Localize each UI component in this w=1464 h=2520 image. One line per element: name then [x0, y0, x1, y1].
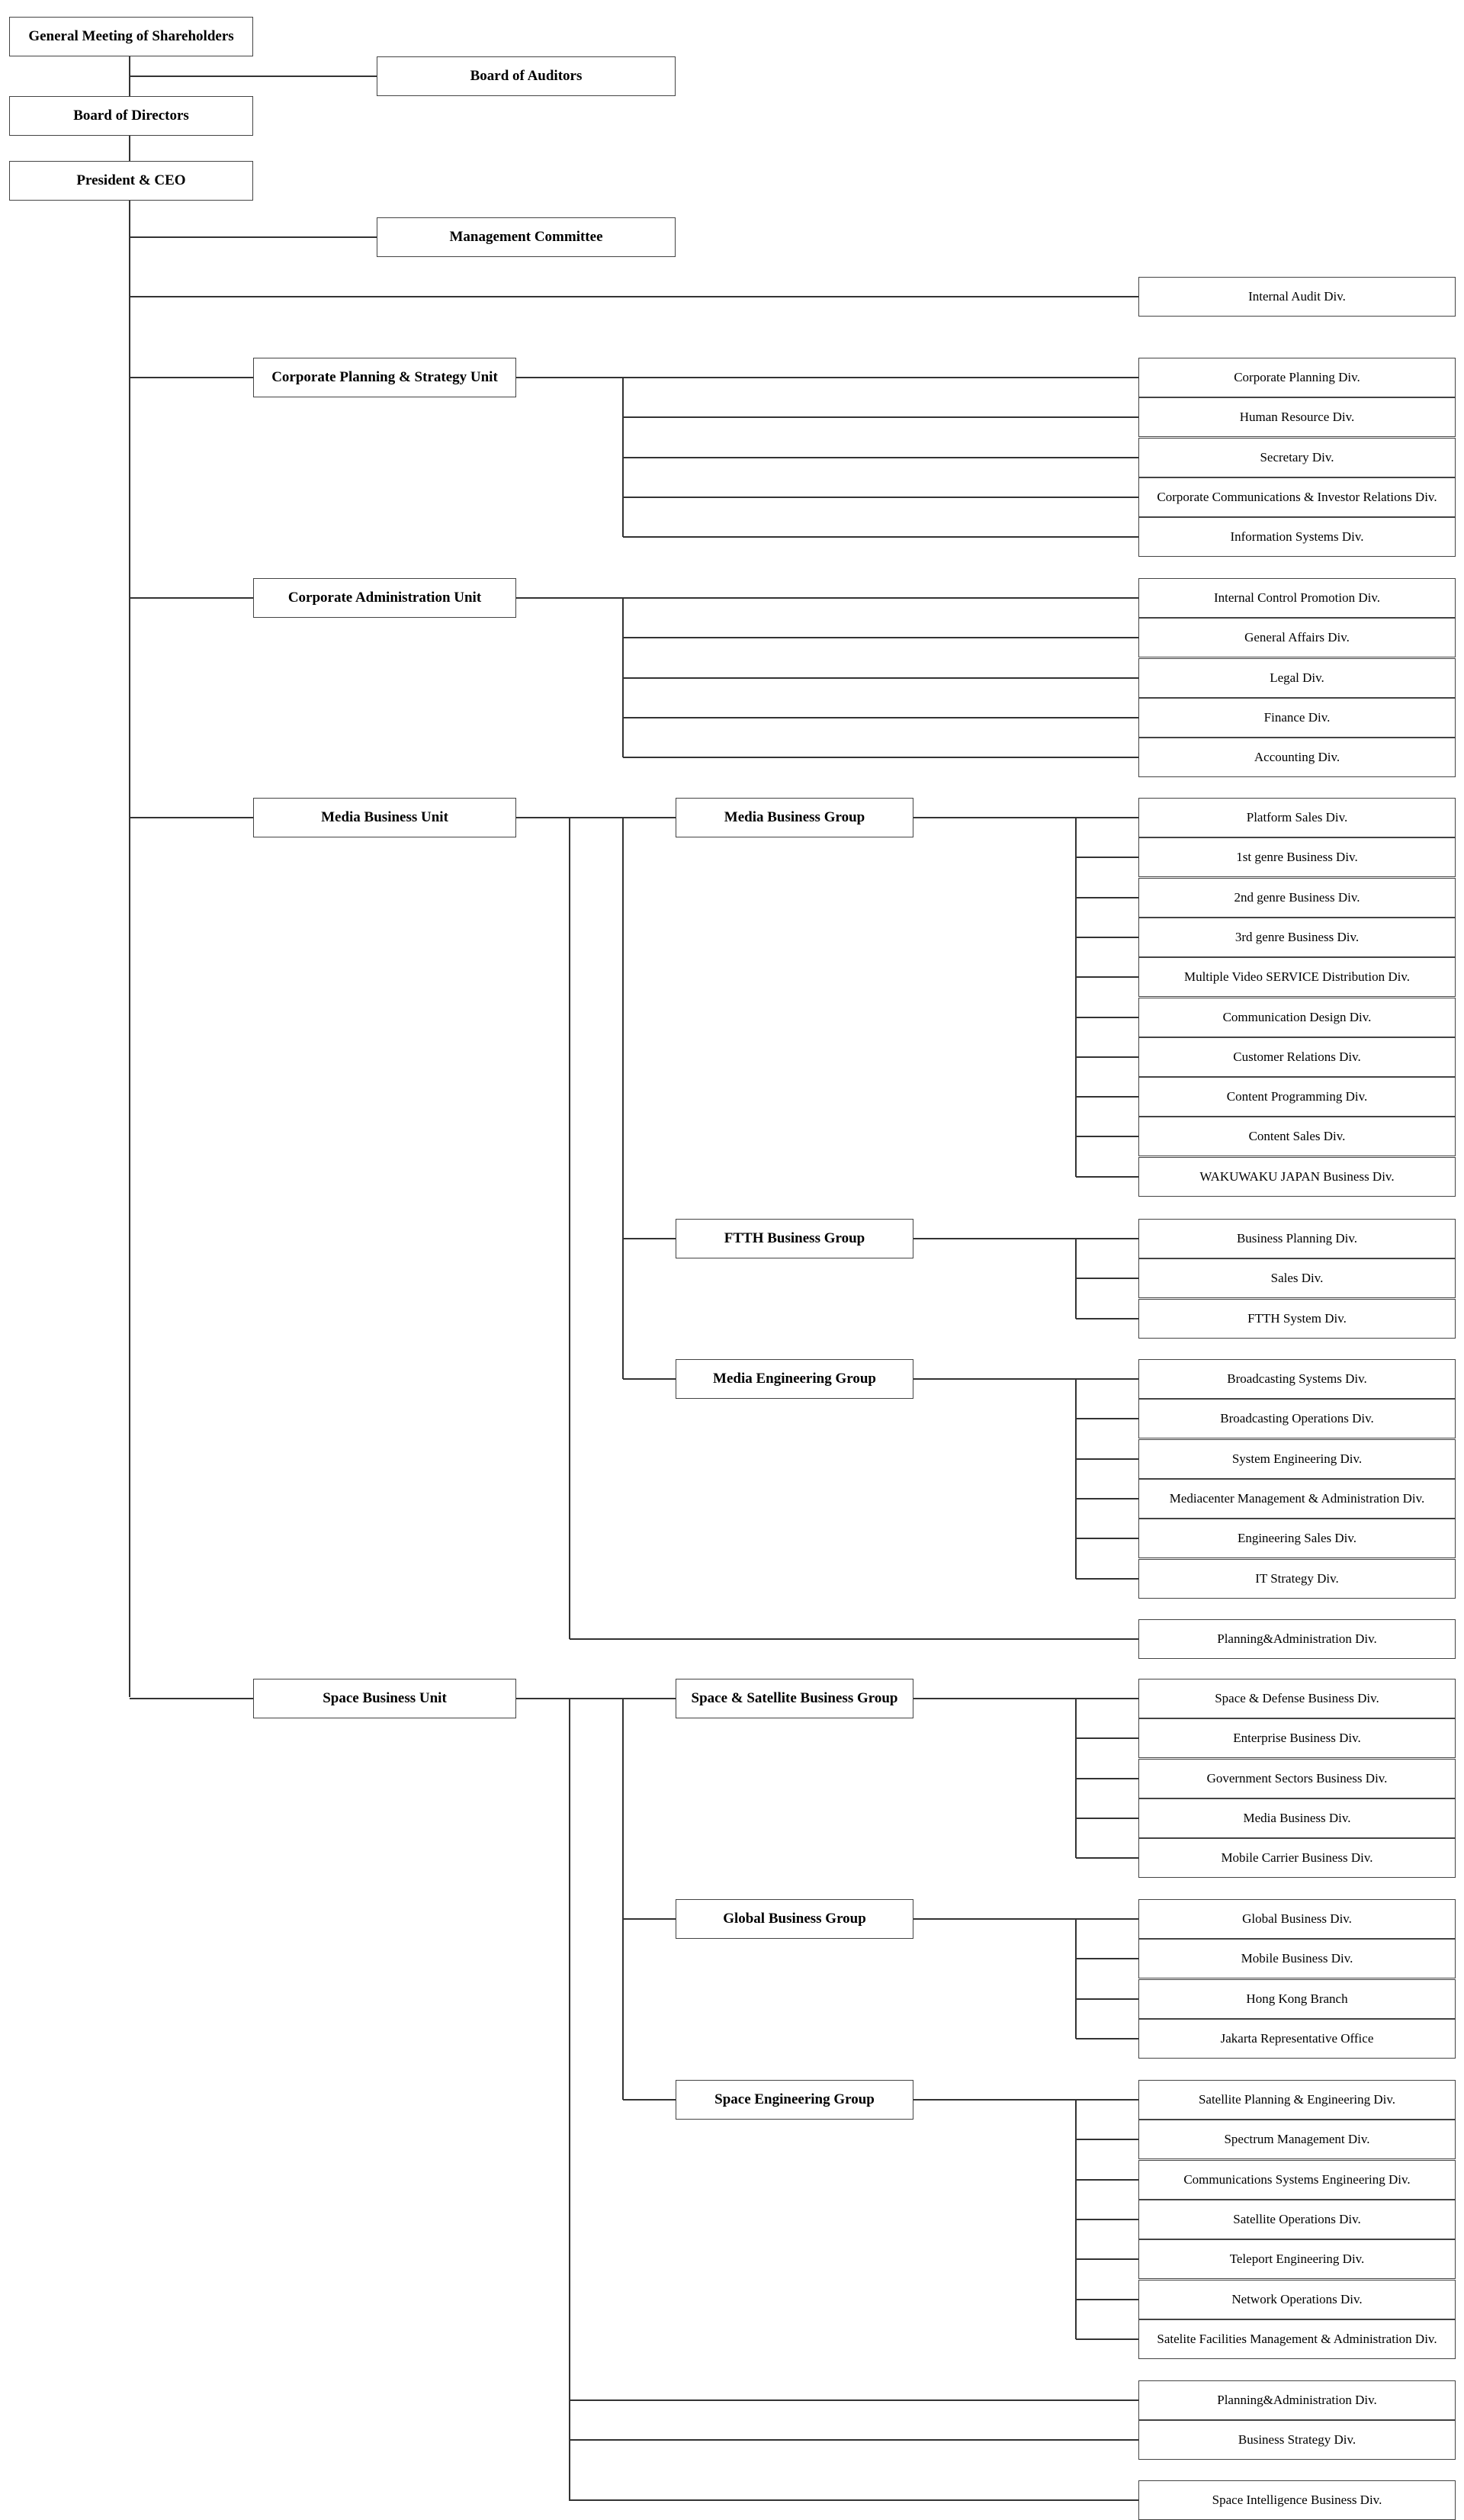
- division-box: Accounting Div.: [1138, 738, 1456, 777]
- division-box: Network Operations Div.: [1138, 2280, 1456, 2319]
- division-connector: [623, 457, 1138, 458]
- division-box: Business Planning Div.: [1138, 1219, 1456, 1258]
- connector-line: [570, 2439, 1138, 2441]
- division-box: Content Sales Div.: [1138, 1117, 1456, 1156]
- connector-line: [516, 1698, 676, 1699]
- connector-line: [913, 1918, 1076, 1920]
- division-connector: [1076, 937, 1138, 938]
- division-connector: [1076, 1998, 1138, 2000]
- division-box: Platform Sales Div.: [1138, 798, 1456, 837]
- division-connector: [1076, 2299, 1138, 2300]
- connector-line: [130, 1698, 253, 1699]
- connector-line: [623, 1918, 676, 1920]
- space-intelligence-box: Space Intelligence Business Div.: [1138, 2480, 1456, 2520]
- division-box: Legal Div.: [1138, 658, 1456, 698]
- division-connector: [1076, 1737, 1138, 1739]
- division-box: Broadcasting Systems Div.: [1138, 1359, 1456, 1399]
- connector-line: [623, 1238, 676, 1239]
- media-group-bracket: [622, 818, 624, 1379]
- ftth-group-box: FTTH Business Group: [676, 1219, 913, 1258]
- division-connector: [1076, 1578, 1138, 1580]
- global-group-box: Global Business Group: [676, 1899, 913, 1939]
- main-trunk: [129, 201, 130, 1697]
- division-connector: [1076, 1238, 1138, 1239]
- division-connector: [1076, 1378, 1138, 1380]
- media-planning-admin-box: Planning&Administration Div.: [1138, 1619, 1456, 1659]
- connector-line: [570, 1638, 1138, 1640]
- connector-line: [130, 76, 377, 77]
- division-box: System Engineering Div.: [1138, 1439, 1456, 1479]
- division-box: Internal Control Promotion Div.: [1138, 578, 1456, 618]
- division-box: Finance Div.: [1138, 698, 1456, 738]
- connector-line: [913, 1698, 1076, 1699]
- division-box: Mediacenter Management & Administration Div.: [1138, 1479, 1456, 1519]
- division-connector: [1076, 2338, 1138, 2340]
- space-planning-admin-box: Planning&Administration Div.: [1138, 2380, 1456, 2420]
- space-unit-box: Space Business Unit: [253, 1679, 516, 1718]
- division-box: Information Systems Div.: [1138, 517, 1456, 557]
- internal-audit-box: Internal Audit Div.: [1138, 277, 1456, 317]
- division-connector: [623, 377, 1138, 378]
- division-connector: [623, 677, 1138, 679]
- division-box: Communications Systems Engineering Div.: [1138, 2160, 1456, 2200]
- media-engineering-group-box: Media Engineering Group: [676, 1359, 913, 1399]
- division-box: FTTH System Div.: [1138, 1299, 1456, 1339]
- division-bracket: [1075, 2100, 1077, 2339]
- connector-line: [516, 597, 623, 599]
- connector-line: [623, 1378, 676, 1380]
- connector-line: [913, 817, 1076, 818]
- division-box: Human Resource Div.: [1138, 397, 1456, 437]
- division-box: 2nd genre Business Div.: [1138, 878, 1456, 918]
- division-connector: [1076, 2219, 1138, 2220]
- division-box: Corporate Planning Div.: [1138, 358, 1456, 397]
- division-box: Government Sectors Business Div.: [1138, 1759, 1456, 1798]
- division-connector: [1076, 1698, 1138, 1699]
- division-connector: [623, 416, 1138, 418]
- division-connector: [1076, 2139, 1138, 2140]
- division-connector: [1076, 1056, 1138, 1058]
- division-connector: [1076, 1857, 1138, 1859]
- division-box: Hong Kong Branch: [1138, 1979, 1456, 2019]
- business-strategy-box: Business Strategy Div.: [1138, 2420, 1456, 2460]
- division-box: Mobile Carrier Business Div.: [1138, 1838, 1456, 1878]
- division-box: Customer Relations Div.: [1138, 1037, 1456, 1077]
- division-box: Spectrum Management Div.: [1138, 2120, 1456, 2159]
- division-connector: [1076, 1918, 1138, 1920]
- division-connector: [1076, 1017, 1138, 1018]
- division-box: Corporate Communications & Investor Relations Div.: [1138, 477, 1456, 517]
- division-connector: [1076, 2258, 1138, 2260]
- division-connector: [1076, 897, 1138, 898]
- division-box: Sales Div.: [1138, 1258, 1456, 1298]
- division-connector: [1076, 857, 1138, 858]
- division-bracket: [622, 598, 624, 757]
- division-box: Content Programming Div.: [1138, 1077, 1456, 1117]
- division-box: Space & Defense Business Div.: [1138, 1679, 1456, 1718]
- division-connector: [623, 536, 1138, 538]
- space-group-bracket: [622, 1699, 624, 2100]
- division-connector: [623, 597, 1138, 599]
- division-box: Satellite Operations Div.: [1138, 2200, 1456, 2239]
- division-box: WAKUWAKU JAPAN Business Div.: [1138, 1157, 1456, 1197]
- directors-box: Board of Directors: [9, 96, 253, 136]
- division-box: Media Business Div.: [1138, 1798, 1456, 1838]
- corporate-planning-unit-box: Corporate Planning & Strategy Unit: [253, 358, 516, 397]
- connector-line: [129, 136, 130, 161]
- connector-line: [913, 1378, 1076, 1380]
- connector-line: [130, 817, 253, 818]
- division-connector: [1076, 1418, 1138, 1419]
- connector-line: [516, 817, 676, 818]
- division-box: Satelite Facilities Management & Administration Div.: [1138, 2319, 1456, 2359]
- division-connector: [1076, 1818, 1138, 1819]
- president-box: President & CEO: [9, 161, 253, 201]
- division-box: Satellite Planning & Engineering Div.: [1138, 2080, 1456, 2120]
- division-connector: [1076, 2099, 1138, 2101]
- division-box: Communication Design Div.: [1138, 998, 1456, 1037]
- connector-line: [570, 2399, 1138, 2401]
- satellite-group-box: Space & Satellite Business Group: [676, 1679, 913, 1718]
- media-business-group-box: Media Business Group: [676, 798, 913, 837]
- division-bracket: [1075, 1379, 1077, 1579]
- connector-line: [623, 2099, 676, 2101]
- division-connector: [1076, 1458, 1138, 1460]
- division-connector: [1076, 1176, 1138, 1178]
- media-unit-box: Media Business Unit: [253, 798, 516, 837]
- division-connector: [1076, 1318, 1138, 1319]
- connector-line: [130, 236, 377, 238]
- connector-line: [570, 2499, 1138, 2501]
- division-box: General Affairs Div.: [1138, 618, 1456, 657]
- space-unit-bracket: [569, 1699, 570, 2501]
- division-box: Engineering Sales Div.: [1138, 1519, 1456, 1558]
- division-box: Secretary Div.: [1138, 438, 1456, 477]
- division-connector: [1076, 2038, 1138, 2039]
- division-box: Mobile Business Div.: [1138, 1939, 1456, 1978]
- division-connector: [1076, 1538, 1138, 1539]
- division-box: Teleport Engineering Div.: [1138, 2239, 1456, 2279]
- division-box: 1st genre Business Div.: [1138, 837, 1456, 877]
- division-connector: [1076, 1498, 1138, 1499]
- division-connector: [623, 637, 1138, 638]
- division-bracket: [1075, 1919, 1077, 2039]
- division-connector: [1076, 1096, 1138, 1098]
- division-box: Broadcasting Operations Div.: [1138, 1399, 1456, 1438]
- division-box: Multiple Video SERVICE Distribution Div.: [1138, 957, 1456, 997]
- shareholders-box: General Meeting of Shareholders: [9, 17, 253, 56]
- division-connector: [1076, 817, 1138, 818]
- division-connector: [1076, 1958, 1138, 1959]
- division-bracket: [1075, 1239, 1077, 1319]
- division-bracket: [622, 378, 624, 537]
- division-box: IT Strategy Div.: [1138, 1559, 1456, 1599]
- division-connector: [1076, 1778, 1138, 1779]
- division-connector: [623, 717, 1138, 718]
- media-unit-bracket: [569, 818, 570, 1639]
- division-connector: [1076, 2179, 1138, 2181]
- division-box: Jakarta Representative Office: [1138, 2019, 1456, 2059]
- connector-line: [130, 597, 253, 599]
- connector-line: [913, 2099, 1076, 2101]
- division-connector: [1076, 1136, 1138, 1137]
- division-box: Global Business Div.: [1138, 1899, 1456, 1939]
- space-engineering-group-box: Space Engineering Group: [676, 2080, 913, 2120]
- division-box: 3rd genre Business Div.: [1138, 918, 1456, 957]
- connector-line: [130, 296, 1138, 297]
- corporate-admin-unit-box: Corporate Administration Unit: [253, 578, 516, 618]
- connector-line: [516, 377, 623, 378]
- division-connector: [1076, 1278, 1138, 1279]
- auditors-box: Board of Auditors: [377, 56, 676, 96]
- division-box: Enterprise Business Div.: [1138, 1718, 1456, 1758]
- connector-line: [913, 1238, 1076, 1239]
- division-connector: [623, 757, 1138, 758]
- division-connector: [1076, 976, 1138, 978]
- division-bracket: [1075, 818, 1077, 1177]
- division-bracket: [1075, 1699, 1077, 1858]
- connector-line: [130, 377, 253, 378]
- division-connector: [623, 497, 1138, 498]
- management-committee-box: Management Committee: [377, 217, 676, 257]
